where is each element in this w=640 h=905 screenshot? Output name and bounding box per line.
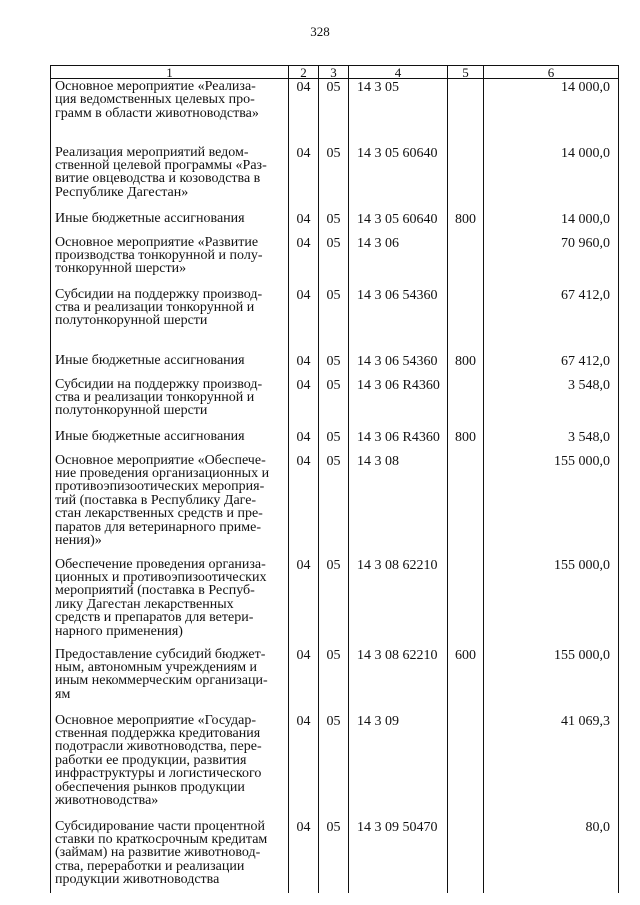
row-name-text: Основное мероприятие «Развитие производства тонкорунной и полу- тонкорунной шерсти» [55, 234, 263, 277]
row-target-code-text: 14 3 08 62210 [357, 647, 438, 663]
row-target-code-text: 14 3 08 62210 [357, 557, 438, 573]
row-amount-text: 14 000,0 [561, 211, 610, 227]
row-subsection-text: 05 [326, 647, 341, 663]
table-row [51, 235, 619, 287]
row-subsection [319, 819, 349, 893]
page-number: 328 [310, 24, 330, 39]
row-name-text: Иные бюджетные ассигнования [55, 428, 245, 444]
table-row [51, 647, 619, 713]
budget-table [50, 65, 619, 893]
row-target-code [349, 79, 448, 145]
row-expense-type [448, 211, 484, 235]
row-subsection-text: 05 [326, 353, 341, 369]
row-section [289, 557, 319, 647]
row-target-code-text: 14 3 06 R4360 [357, 429, 440, 445]
row-name-text: Предоставление субсидий бюджет- ным, автономным учреждениям и иным некоммерческим организаци- ям [55, 646, 268, 702]
row-name-text: Основное мероприятие «Реализа- ция ведомственных целевых про- грамм в области животноводства» [55, 79, 259, 121]
row-section-text: 04 [296, 211, 311, 227]
row-section [289, 287, 319, 353]
budget-table-container [50, 65, 618, 893]
column-header-expense-type: 5 [448, 66, 484, 79]
row-target-code-text: 14 3 08 [357, 453, 399, 469]
row-name [51, 211, 289, 235]
table-row [51, 145, 619, 211]
table-row [51, 377, 619, 429]
row-amount-text: 155 000,0 [554, 557, 610, 573]
row-amount [484, 819, 619, 893]
row-amount [484, 287, 619, 353]
row-name-text: Иные бюджетные ассигнования [55, 210, 245, 226]
row-subsection-text: 05 [326, 80, 341, 95]
row-amount-text: 155 000,0 [554, 647, 610, 663]
row-subsection-text: 05 [326, 819, 341, 835]
row-name [51, 557, 289, 647]
row-subsection-text: 05 [326, 377, 341, 393]
row-target-code [349, 819, 448, 893]
row-amount [484, 429, 619, 453]
table-row [51, 557, 619, 647]
row-subsection [319, 353, 349, 377]
table-body [51, 79, 619, 893]
row-amount [484, 647, 619, 713]
row-expense-type [448, 647, 484, 713]
table-row [51, 353, 619, 377]
row-subsection-text: 05 [326, 453, 341, 469]
row-amount-text: 14 000,0 [561, 145, 610, 161]
row-expense-type [448, 557, 484, 647]
row-subsection [319, 211, 349, 235]
row-name [51, 79, 289, 145]
row-expense-type-text: 800 [455, 429, 476, 445]
row-name-text: Основное мероприятие «Государ- ственная поддержка кредитования подотрасли животноводства, пере- работки ее продукции, развития инфраструктуры и логистического обеспечения рынков продукции животноводства» [55, 712, 262, 808]
row-target-code-text: 14 3 05 [357, 80, 399, 95]
row-subsection-text: 05 [326, 145, 341, 161]
row-expense-type [448, 453, 484, 557]
row-amount-text: 70 960,0 [561, 235, 610, 251]
row-section [289, 145, 319, 211]
row-target-code-text: 14 3 06 54360 [357, 287, 438, 303]
row-name [51, 235, 289, 287]
row-name [51, 145, 289, 211]
row-expense-type-text: 600 [455, 647, 476, 663]
row-section [289, 453, 319, 557]
row-subsection [319, 235, 349, 287]
row-target-code [349, 235, 448, 287]
row-section [289, 429, 319, 453]
row-expense-type-text: 800 [455, 353, 476, 369]
row-target-code-text: 14 3 06 [357, 235, 399, 251]
table-row [51, 287, 619, 353]
row-target-code [349, 377, 448, 429]
row-section-text: 04 [296, 353, 311, 369]
table-row [51, 819, 619, 893]
row-target-code [349, 453, 448, 557]
row-name-text: Субсидии на поддержку производ- ства и реализации тонкорунной и полутонкорунной шерсти [55, 376, 263, 419]
row-expense-type [448, 235, 484, 287]
row-subsection [319, 713, 349, 819]
row-section [289, 713, 319, 819]
row-target-code [349, 429, 448, 453]
row-expense-type [448, 353, 484, 377]
row-target-code [349, 353, 448, 377]
row-subsection [319, 429, 349, 453]
row-target-code [349, 287, 448, 353]
row-name [51, 377, 289, 429]
row-name-text: Иные бюджетные ассигнования [55, 352, 245, 368]
row-amount [484, 353, 619, 377]
row-target-code [349, 713, 448, 819]
row-name-text: Основное мероприятие «Обеспече- ние проведения организационных и противоэпизоотических мероприя- тий (поставка в Республику Даге- стан лекарственных средств и пре- паратов для ветеринарного приме- нения)» [55, 452, 270, 548]
row-amount-text: 67 412,0 [561, 353, 610, 369]
row-amount-text: 80,0 [585, 819, 610, 835]
row-name [51, 429, 289, 453]
column-header-name: 1 [51, 66, 289, 79]
column-header-section: 2 [289, 66, 319, 79]
row-amount [484, 453, 619, 557]
row-section [289, 377, 319, 429]
row-amount-text: 155 000,0 [554, 453, 610, 469]
table-row [51, 453, 619, 557]
row-section [289, 235, 319, 287]
row-name-text: Субсидирование части процентной ставки по краткосрочным кредитам (займам) на развитие животновод- ства, переработки и реализации продукции животноводства [55, 818, 268, 888]
row-subsection-text: 05 [326, 287, 341, 303]
row-section [289, 211, 319, 235]
row-subsection-text: 05 [326, 235, 341, 251]
row-subsection-text: 05 [326, 713, 341, 729]
row-section [289, 647, 319, 713]
row-name [51, 819, 289, 893]
row-amount [484, 145, 619, 211]
row-section-text: 04 [296, 819, 311, 835]
table-header-row [51, 66, 619, 79]
row-expense-type-text: 800 [455, 211, 476, 227]
row-expense-type [448, 429, 484, 453]
row-expense-type [448, 79, 484, 145]
row-amount-text: 3 548,0 [568, 377, 610, 393]
row-section-text: 04 [296, 80, 311, 95]
table-row [51, 429, 619, 453]
row-section-text: 04 [296, 453, 311, 469]
row-name [51, 647, 289, 713]
row-amount [484, 235, 619, 287]
row-amount-text: 67 412,0 [561, 287, 610, 303]
row-target-code-text: 14 3 06 R4360 [357, 377, 440, 393]
row-subsection [319, 647, 349, 713]
row-section-text: 04 [296, 235, 311, 251]
row-subsection-text: 05 [326, 429, 341, 445]
column-header-target-code: 4 [349, 66, 448, 79]
row-expense-type [448, 377, 484, 429]
row-amount-text: 41 069,3 [561, 713, 610, 729]
row-section-text: 04 [296, 429, 311, 445]
table-row [51, 79, 619, 145]
row-subsection-text: 05 [326, 211, 341, 227]
row-amount [484, 211, 619, 235]
row-target-code-text: 14 3 06 54360 [357, 353, 438, 369]
row-section-text: 04 [296, 377, 311, 393]
row-subsection [319, 79, 349, 145]
row-target-code-text: 14 3 09 50470 [357, 819, 438, 835]
row-name [51, 453, 289, 557]
row-subsection-text: 05 [326, 557, 341, 573]
row-section-text: 04 [296, 557, 311, 573]
row-name [51, 287, 289, 353]
row-amount-text: 3 548,0 [568, 429, 610, 445]
row-amount [484, 79, 619, 145]
row-subsection [319, 145, 349, 211]
row-name [51, 353, 289, 377]
row-expense-type [448, 145, 484, 211]
row-name [51, 713, 289, 819]
row-expense-type [448, 713, 484, 819]
row-target-code [349, 557, 448, 647]
row-section [289, 353, 319, 377]
row-target-code-text: 14 3 09 [357, 713, 399, 729]
row-subsection [319, 377, 349, 429]
row-expense-type [448, 287, 484, 353]
row-section-text: 04 [296, 145, 311, 161]
row-amount [484, 713, 619, 819]
row-target-code [349, 211, 448, 235]
row-section-text: 04 [296, 287, 311, 303]
column-header-amount: 6 [484, 66, 619, 79]
row-name-text: Обеспечение проведения организа- ционных и противоэпизоотических мероприятий (поставка в Респуб- лику Дагестан лекарственных средств и препаратов для ветери- нарного применения) [55, 556, 267, 639]
row-amount [484, 557, 619, 647]
column-header-subsection: 3 [319, 66, 349, 79]
row-subsection [319, 557, 349, 647]
row-target-code-text: 14 3 05 60640 [357, 145, 438, 161]
table-row [51, 713, 619, 819]
row-section-text: 04 [296, 647, 311, 663]
row-section [289, 819, 319, 893]
row-subsection [319, 453, 349, 557]
row-amount-text: 14 000,0 [561, 80, 610, 95]
row-name-text: Реализация мероприятий ведом- ственной целевой программы «Раз- витие овцеводства и козоводства в Республике Дагестан» [55, 144, 267, 200]
row-name-text: Субсидии на поддержку производ- ства и реализации тонкорунной и полутонкорунной шерсти [55, 286, 263, 329]
row-target-code-text: 14 3 05 60640 [357, 211, 438, 227]
row-section [289, 79, 319, 145]
row-target-code [349, 145, 448, 211]
row-target-code [349, 647, 448, 713]
row-subsection [319, 287, 349, 353]
row-section-text: 04 [296, 713, 311, 729]
row-amount [484, 377, 619, 429]
row-expense-type [448, 819, 484, 893]
table-row [51, 211, 619, 235]
